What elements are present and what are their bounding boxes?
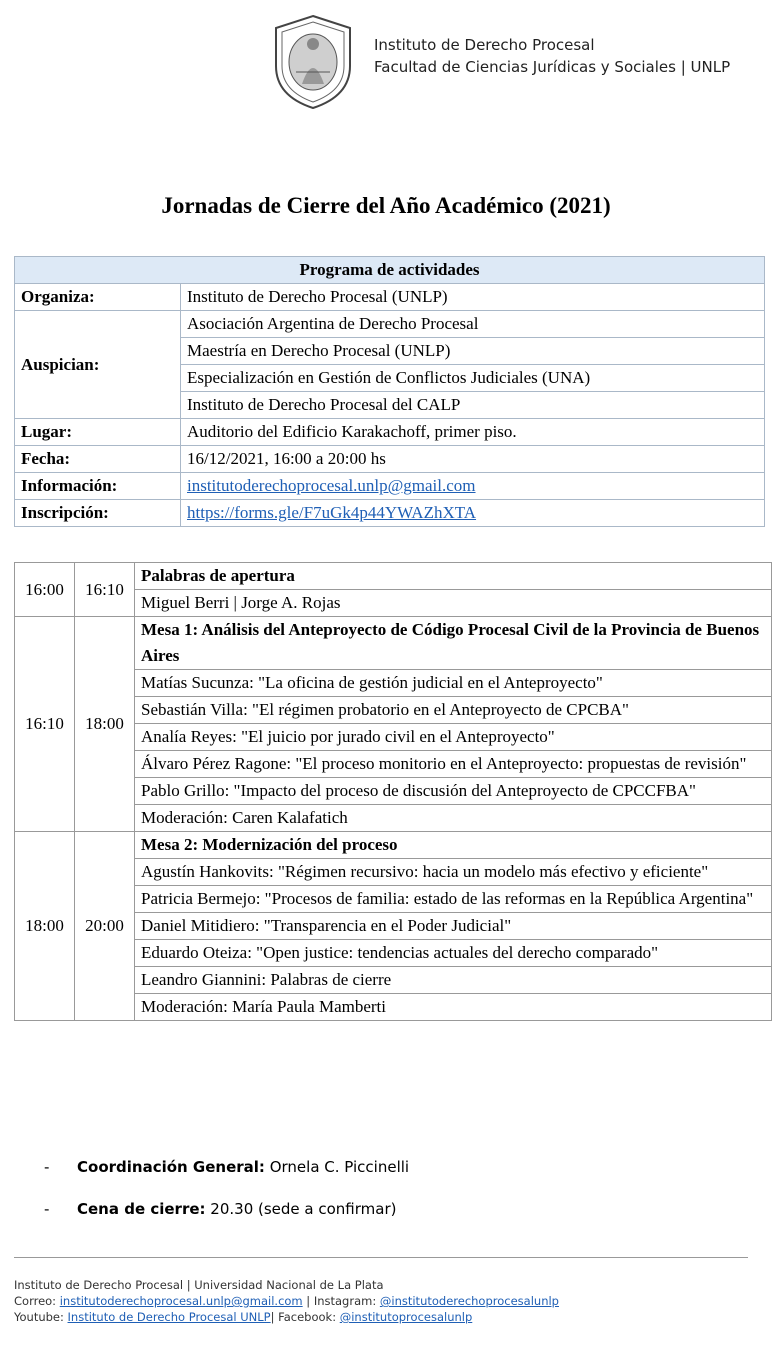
- fecha-value: 16/12/2021, 16:00 a 20:00 hs: [181, 446, 765, 473]
- institution-line-2: Facultad de Ciencias Jurídicas y Sociales | UNLP: [374, 58, 731, 76]
- instagram-label: | Instagram:: [306, 1294, 377, 1308]
- block3-end: 20:00: [75, 832, 135, 1021]
- university-seal-icon: [272, 14, 354, 110]
- block2-start: 16:10: [15, 617, 75, 832]
- correo-link[interactable]: institutoderechoprocesal.unlp@gmail.com: [59, 1294, 303, 1308]
- block2-item: Moderación: Caren Kalafatich: [135, 805, 772, 832]
- block3-item: Patricia Bermejo: "Procesos de familia: estado de las reformas en la República Argentina": [135, 886, 772, 913]
- auspician-item: Especialización en Gestión de Conflictos Judiciales (UNA): [181, 365, 765, 392]
- inscripcion-form-link[interactable]: https://forms.gle/F7uGk4p44YWAZhXTA: [187, 503, 477, 522]
- coordinacion-value: Ornela C. Piccinelli: [269, 1158, 410, 1176]
- footer-divider: [14, 1257, 748, 1258]
- organiza-label: Organiza:: [15, 284, 181, 311]
- facebook-link[interactable]: @institutoprocesalunlp: [339, 1310, 473, 1324]
- footer-line-1: Instituto de Derecho Procesal | Universidad Nacional de La Plata: [14, 1278, 384, 1292]
- list-item: [44, 1158, 409, 1176]
- document-header: [272, 14, 752, 110]
- lugar-label: Lugar:: [15, 419, 181, 446]
- block3-start: 18:00: [15, 832, 75, 1021]
- page-footer: [14, 1277, 559, 1325]
- program-table: [14, 562, 772, 1021]
- block3-item: Leandro Giannini: Palabras de cierre: [135, 967, 772, 994]
- footer-line-3: [14, 1309, 559, 1325]
- institution-line-1: Instituto de Derecho Procesal: [374, 36, 595, 54]
- lugar-value: Auditorio del Edificio Karakachoff, primer piso.: [181, 419, 765, 446]
- institution-name: [374, 34, 730, 78]
- facebook-label: | Facebook:: [270, 1310, 337, 1324]
- youtube-label: Youtube:: [14, 1310, 64, 1324]
- document-title: Jornadas de Cierre del Año Académico (2021): [161, 193, 611, 218]
- auspician-label: Auspician:: [15, 311, 181, 419]
- cena-label: Cena de cierre:: [77, 1200, 206, 1218]
- fecha-label: Fecha:: [15, 446, 181, 473]
- auspician-item: Asociación Argentina de Derecho Procesal: [181, 311, 765, 338]
- instagram-link[interactable]: @institutoderechoprocesalunlp: [379, 1294, 559, 1308]
- informacion-cell: [181, 473, 765, 500]
- block3-item: Moderación: María Paula Mamberti: [135, 994, 772, 1021]
- coordinacion-label: Coordinación General:: [77, 1158, 265, 1176]
- block2-item: Pablo Grillo: "Impacto del proceso de discusión del Anteproyecto de CPCCFBA": [135, 778, 772, 805]
- inscripcion-cell: [181, 500, 765, 527]
- info-table: [14, 256, 765, 527]
- auspician-item: Instituto de Derecho Procesal del CALP: [181, 392, 765, 419]
- organiza-value: Instituto de Derecho Procesal (UNLP): [181, 284, 765, 311]
- bullet-dash: -: [44, 1158, 50, 1176]
- block2-item: Analía Reyes: "El juicio por jurado civil en el Anteproyecto": [135, 724, 772, 751]
- block1-title: Palabras de apertura: [135, 563, 772, 590]
- footer-line-2: [14, 1293, 559, 1309]
- info-table-heading: Programa de actividades: [15, 257, 765, 284]
- correo-label: Correo:: [14, 1294, 57, 1308]
- block3-item: Eduardo Oteiza: "Open justice: tendencias actuales del derecho comparado": [135, 940, 772, 967]
- block1-start: 16:00: [15, 563, 75, 617]
- block2-item: Sebastián Villa: "El régimen probatorio en el Anteproyecto de CPCBA": [135, 697, 772, 724]
- block2-title: Mesa 1: Análisis del Anteproyecto de Código Procesal Civil de la Provincia de Buenos Aires: [135, 617, 772, 670]
- informacion-label: Información:: [15, 473, 181, 500]
- inscripcion-label: Inscripción:: [15, 500, 181, 527]
- block3-item: Agustín Hankovits: "Régimen recursivo: hacia un modelo más efectivo y eficiente": [135, 859, 772, 886]
- bullet-dash: -: [44, 1200, 50, 1218]
- auspician-item: Maestría en Derecho Procesal (UNLP): [181, 338, 765, 365]
- youtube-link[interactable]: Instituto de Derecho Procesal UNLP: [67, 1310, 271, 1324]
- block1-item: Miguel Berri | Jorge A. Rojas: [135, 590, 772, 617]
- block2-item: Álvaro Pérez Ragone: "El proceso monitorio en el Anteproyecto: propuestas de revisión": [135, 751, 772, 778]
- block2-item: Matías Sucunza: "La oficina de gestión judicial en el Anteproyecto": [135, 670, 772, 697]
- block3-title: Mesa 2: Modernización del proceso: [135, 832, 772, 859]
- block3-item: Daniel Mitidiero: "Transparencia en el Poder Judicial": [135, 913, 772, 940]
- block2-end: 18:00: [75, 617, 135, 832]
- cena-value: 20.30 (sede a confirmar): [210, 1200, 397, 1218]
- block1-end: 16:10: [75, 563, 135, 617]
- informacion-email-link[interactable]: institutoderechoprocesal.unlp@gmail.com: [187, 476, 476, 495]
- list-item: [44, 1200, 397, 1218]
